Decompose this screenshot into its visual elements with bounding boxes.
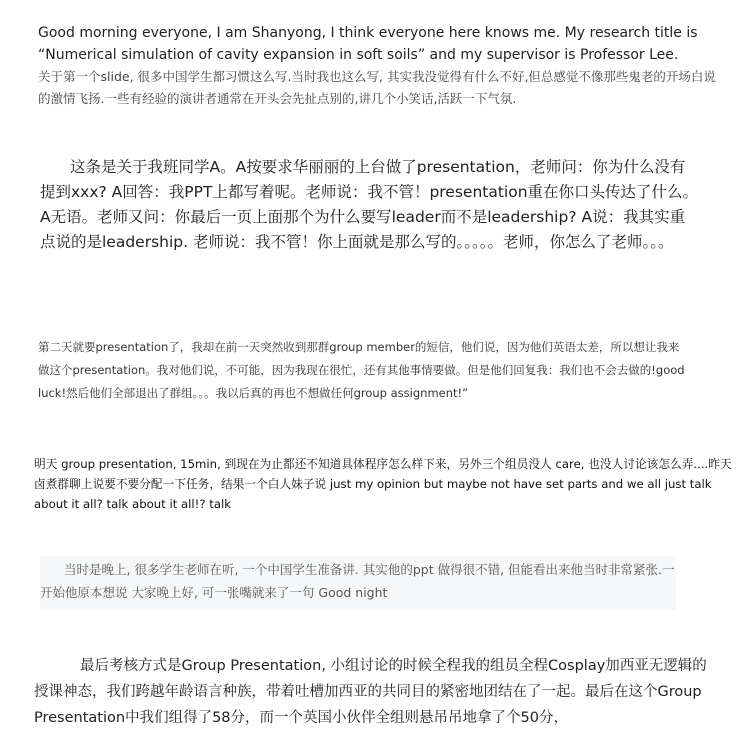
final-assessment-paragraph: 最后考核方式是Group Presentation, 小组讨论的时候全程我的组员全程Cosplay加西亚无逻辑的授课神态，我们跨越年龄语言种族，带着吐槽加西亚的共同目的紧密地团结在了一起。最后在这个Group Presentation中我们组得了58分，而一个英国小伙伴全组则悬吊吊地拿了个50分， xyxy=(34,658,707,726)
classmate-story-paragraph: 这条是关于我班同学A。A按要求华丽丽的上台做了presentation，老师问：你为什么没有提到xxx? A回答：我PPT上都写着呢。老师说：我不管！presentation重在你口头传达了什么。A无语。老师又问：你最后一页上面那个为什么要写leader而不是leadership? A说：我其实重点说的是leadership. 老师说：我不管！你上面就是那么写的。。。。。老师，你怎么了老师。。。 xyxy=(40,158,699,251)
good-night-paragraph: 当时是晚上, 很多学生老师在听, 一个中国学生准备讲. 其实他的ppt 做得很不错, 但能看出来他当时非常紧张.一开始他原本想说 大家晚上好, 可一张嘴就来了一句 Good night xyxy=(40,562,675,600)
intro-section xyxy=(38,22,728,110)
group-member-story-paragraph: 第二天就要presentation了，我却在前一天突然收到那群group member的短信，他们说，因为他们英语太差，所以想让我来做这个presentation。我对他们说，不可能，因为我现在很忙，还有其他事情要做。但是他们回复我：我们也不会去做的!good luck!然后他们全部退出了群组。。。我以后真的再也不想做任何group assignment!” xyxy=(38,340,685,400)
intro-chinese-paragraph: 关于第一个slide, 很多中国学生都习惯这么写.当时我也这么写, 其实我没觉得有什么不好,但总感觉不像那些鬼老的开场白说的激情飞扬.一些有经验的演讲者通常在开头会先扯点别的,讲几个小笑话,活跃一下气氛. xyxy=(38,69,716,106)
group-presentation-paragraph: 明天 group presentation, 15min, 到现在为止都还不知道具体程序怎么样下来，另外三个组员没人 care, 也没人讨论该怎么弄....昨天卤煮群聊上说要不要分配一下任务，结果一个白人妹子说 just my opinion but maybe not have set parts and we all just talk about it all? talk about it all!? talk xyxy=(34,457,732,511)
intro-english-paragraph: Good morning everyone, I am Shanyong, I think everyone here knows me. My research title is “Numerical simulation of cavity expansion in soft soils” and my supervisor is Professor Lee. xyxy=(38,25,698,63)
good-night-quote-box xyxy=(40,556,676,610)
